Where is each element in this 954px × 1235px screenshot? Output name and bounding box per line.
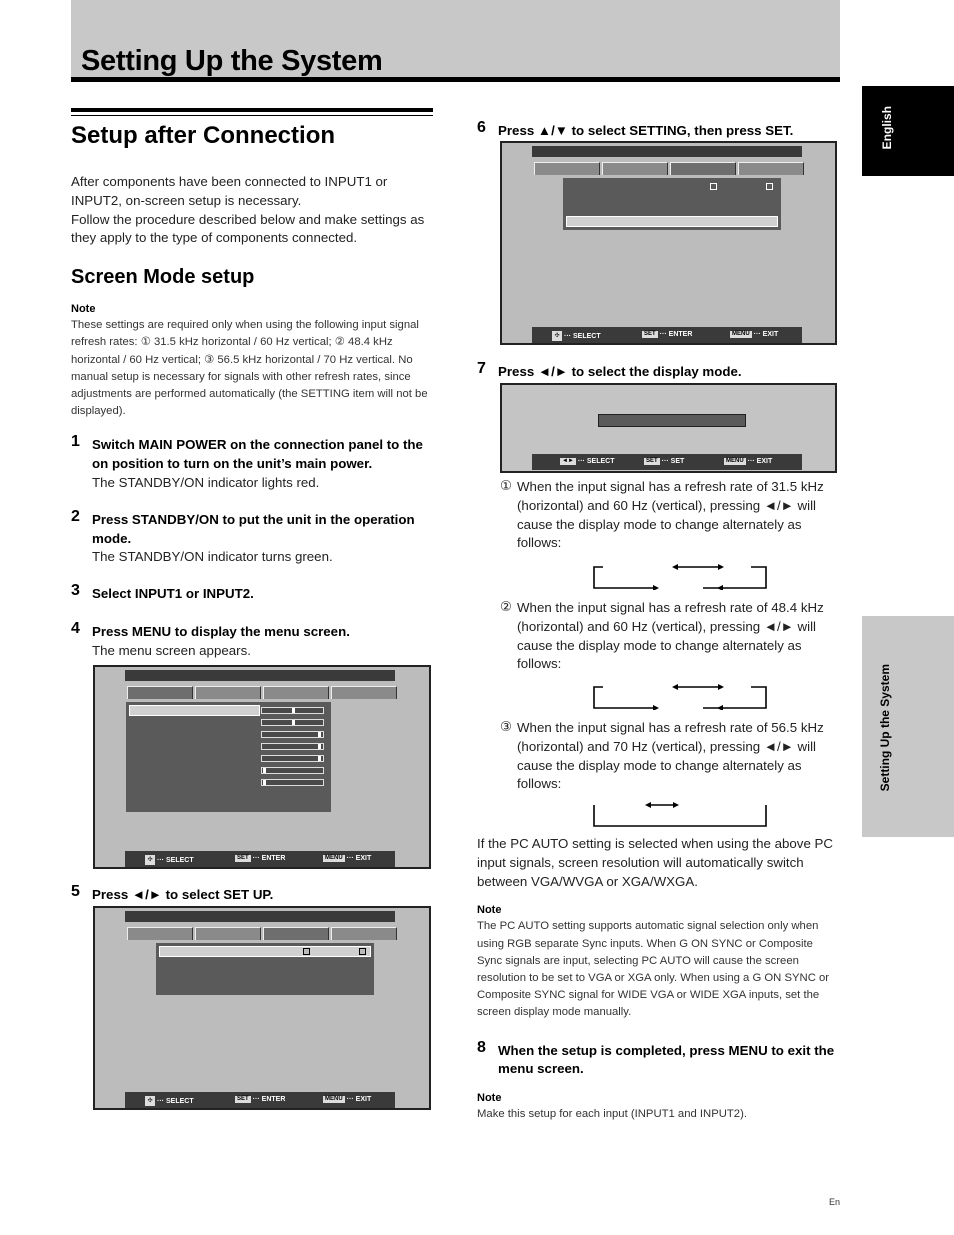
note-text: Make this setup for each input (INPUT1 and INPUT2). — [477, 1108, 747, 1121]
step-heading: Press STANDBY/ON to put the unit in the operation mode. — [92, 511, 415, 546]
osd-enter-label: ENTER — [668, 331, 693, 338]
list-item-3 — [500, 719, 836, 794]
menu-highlight — [129, 705, 260, 716]
language-tab-label: English — [880, 106, 894, 150]
step-heading: Press ◄/► to select the display mode. — [498, 364, 742, 379]
osd-select-label: SELECT — [586, 458, 615, 465]
dpad-icon: ✣ — [145, 855, 155, 865]
menu-tab — [534, 162, 600, 175]
step-number: 8 — [477, 1038, 486, 1056]
osd-select-label: SELECT — [166, 856, 194, 864]
menu-slider — [261, 755, 324, 762]
menu-tab — [195, 686, 261, 699]
osd-select-label: SELECT — [573, 332, 601, 340]
step-heading: Switch MAIN POWER on the connection panel to the on position to turn on the unit’s main power. — [92, 437, 423, 472]
menu-slider — [261, 779, 324, 786]
menu-tab — [331, 686, 397, 699]
menu-tab — [738, 162, 804, 175]
menu-highlight — [159, 946, 371, 957]
osd-exit-label: EXIT — [355, 855, 372, 862]
menu-tab — [331, 927, 397, 940]
menu-screen-image — [93, 665, 431, 869]
display-mode-screen-image — [500, 383, 837, 473]
osd-set-label: SET — [670, 458, 685, 465]
step-heading: Press MENU to display the menu screen. — [92, 623, 350, 639]
section-rule — [71, 108, 433, 116]
step-heading: Select INPUT1 or INPUT2. — [92, 586, 254, 602]
step-5 — [71, 883, 433, 905]
menu-tab — [263, 686, 329, 699]
menu-title-bar — [532, 146, 802, 157]
pc-auto-paragraph: If the PC AUTO setting is selected when using the above PC input signals, screen resolution will automatically switch between VGA/WVGA or XGA/WXGA. — [477, 836, 834, 889]
dpad-icon: ✣ — [552, 331, 562, 341]
checkbox-icon — [303, 948, 310, 955]
osd-enter-label: ENTER — [261, 1096, 286, 1103]
left-right-key-icon: ◄► — [562, 458, 574, 464]
osd-exit-label: EXIT — [756, 458, 773, 465]
osd-enter-label: ENTER — [261, 855, 286, 862]
note-text: These settings are required only when using the following input signal refresh rates: ① 31.5 kHz horizontal / 60 Hz vertical; ② 48.4 kHz horizontal / 60 Hz vertical; ③ 56.5 kHz horizontal / 70 Hz vertical. No manual setup is necessary for signals with other refresh rates, since adjustments are performed automatically (the SETTING item will not be displayed). — [71, 319, 428, 418]
step-4 — [71, 619, 433, 661]
header-banner — [71, 0, 840, 82]
note-label: Note — [71, 303, 96, 316]
mode-cycle-diagram-3 — [593, 802, 767, 828]
osd-status-bar: ✣ ··· SELECT SET ··· ENTER MENU ··· EXIT — [125, 1092, 395, 1108]
step-heading: Press ▲/▼ to select SETTING, then press SET. — [498, 123, 794, 138]
mode-cycle-diagram-2 — [593, 684, 767, 710]
item-marker: ② — [500, 599, 512, 614]
menu-key-icon: MENU — [726, 458, 744, 464]
item-marker: ① — [500, 478, 512, 493]
language-tab — [862, 86, 954, 176]
section-title: Setup after Connection — [71, 122, 336, 149]
step-detail: The STANDBY/ON indicator turns green. — [92, 549, 333, 565]
section-tab — [862, 616, 954, 837]
osd-status-bar: ✣ ··· SELECT SET ··· ENTER MENU ··· EXIT — [125, 851, 395, 867]
list-item-2 — [500, 599, 836, 674]
osd-select-label: SELECT — [166, 1097, 194, 1105]
note-label: Note — [477, 1092, 502, 1105]
step-8 — [477, 1038, 839, 1080]
step-detail: The menu screen appears. — [92, 642, 251, 658]
osd-status-bar: ◄► ··· SELECT SET ··· SET MENU ··· EXIT — [532, 454, 802, 470]
menu-slider — [261, 743, 324, 750]
item-text: When the input signal has a refresh rate of 56.5 kHz (horizontal) and 70 Hz (vertical), pressing ◄/► will cause the display mode to change alternately as follows: — [517, 720, 824, 792]
menu-slider — [261, 707, 324, 714]
menu-tab — [602, 162, 668, 175]
step-number: 3 — [71, 582, 80, 600]
list-item-1 — [500, 478, 836, 553]
step-number: 7 — [477, 360, 486, 377]
left-column — [71, 108, 433, 661]
menu-title-bar — [125, 911, 395, 922]
step-number: 4 — [71, 619, 80, 637]
osd-exit-label: EXIT — [355, 1096, 372, 1103]
dpad-icon: ✣ — [145, 1096, 155, 1106]
item-text: When the input signal has a refresh rate of 31.5 kHz (horizontal) and 60 Hz (vertical), pressing ◄/► will cause the display mode to change alternately as follows: — [517, 479, 824, 551]
step-number: 1 — [71, 433, 80, 451]
note-text: The PC AUTO setting supports automatic signal selection only when using RGB separate Sync inputs. When G ON SYNC or Composite Sync signals are input, selecting PC AUTO will cause the screen resolution to be set to VGA or XGA only. When using a G ON SYNC or Composite SYNC signal for WIDE VGA or WIDE XGA inputs, set the screen display mode manually. — [477, 920, 830, 1019]
checkbox-icon — [710, 183, 717, 190]
step-7 — [477, 360, 839, 382]
step-heading: When the setup is completed, press MENU to exit the menu screen. — [498, 1042, 835, 1077]
set-key-icon: SET — [646, 458, 658, 464]
menu-tab — [127, 686, 193, 699]
setup-screen-image — [93, 906, 431, 1110]
header-rule — [71, 77, 840, 82]
menu-tab — [195, 927, 261, 940]
menu-slider — [261, 731, 324, 738]
note-label: Note — [477, 904, 502, 917]
intro-paragraph: After components have been connected to INPUT1 or INPUT2, on-screen setup is necessary. — [71, 174, 388, 208]
menu-tab — [263, 927, 329, 940]
right-lower-text — [477, 835, 839, 1123]
checkbox-icon — [359, 948, 366, 955]
menu-highlight — [566, 216, 778, 227]
menu-tab — [127, 927, 193, 940]
mode-cycle-diagram-1 — [593, 564, 767, 590]
osd-status-bar: ✣ ··· SELECT SET ··· ENTER MENU ··· EXIT — [532, 327, 802, 343]
step-number: 5 — [71, 883, 80, 900]
menu-slider — [261, 767, 324, 774]
step-2 — [71, 507, 433, 567]
menu-tab — [670, 162, 736, 175]
step-heading: Press ◄/► to select SET UP. — [92, 887, 274, 902]
subsection-title: Screen Mode setup — [71, 266, 255, 289]
page-title: Setting Up the System — [81, 45, 383, 77]
menu-key-icon: MENU — [325, 1096, 343, 1102]
setting-screen-image — [500, 141, 837, 345]
page-number: En — [829, 1197, 841, 1207]
checkbox-icon — [766, 183, 773, 190]
menu-title-bar — [125, 670, 395, 681]
set-key-icon: SET — [237, 855, 249, 861]
osd-exit-label: EXIT — [762, 331, 779, 338]
menu-key-icon: MENU — [325, 855, 343, 861]
step-3 — [71, 582, 433, 604]
section-tab-label: Setting Up the System — [878, 664, 892, 792]
step-6 — [477, 119, 839, 141]
menu-slider — [261, 719, 324, 726]
item-marker: ③ — [500, 719, 512, 734]
step-number: 6 — [477, 119, 486, 136]
set-key-icon: SET — [644, 331, 656, 337]
step-detail: The STANDBY/ON indicator lights red. — [92, 475, 320, 490]
step-number: 2 — [71, 507, 80, 525]
intro-paragraph-2: Follow the procedure described below and make settings as they apply to the type of components connected. — [71, 211, 425, 246]
set-key-icon: SET — [237, 1096, 249, 1102]
item-text: When the input signal has a refresh rate of 48.4 kHz (horizontal) and 60 Hz (vertical), pressing ◄/► will cause the display mode to change alternately as follows: — [517, 600, 824, 672]
step-1 — [71, 433, 433, 492]
menu-key-icon: MENU — [732, 331, 750, 337]
display-mode-bar — [598, 414, 746, 427]
